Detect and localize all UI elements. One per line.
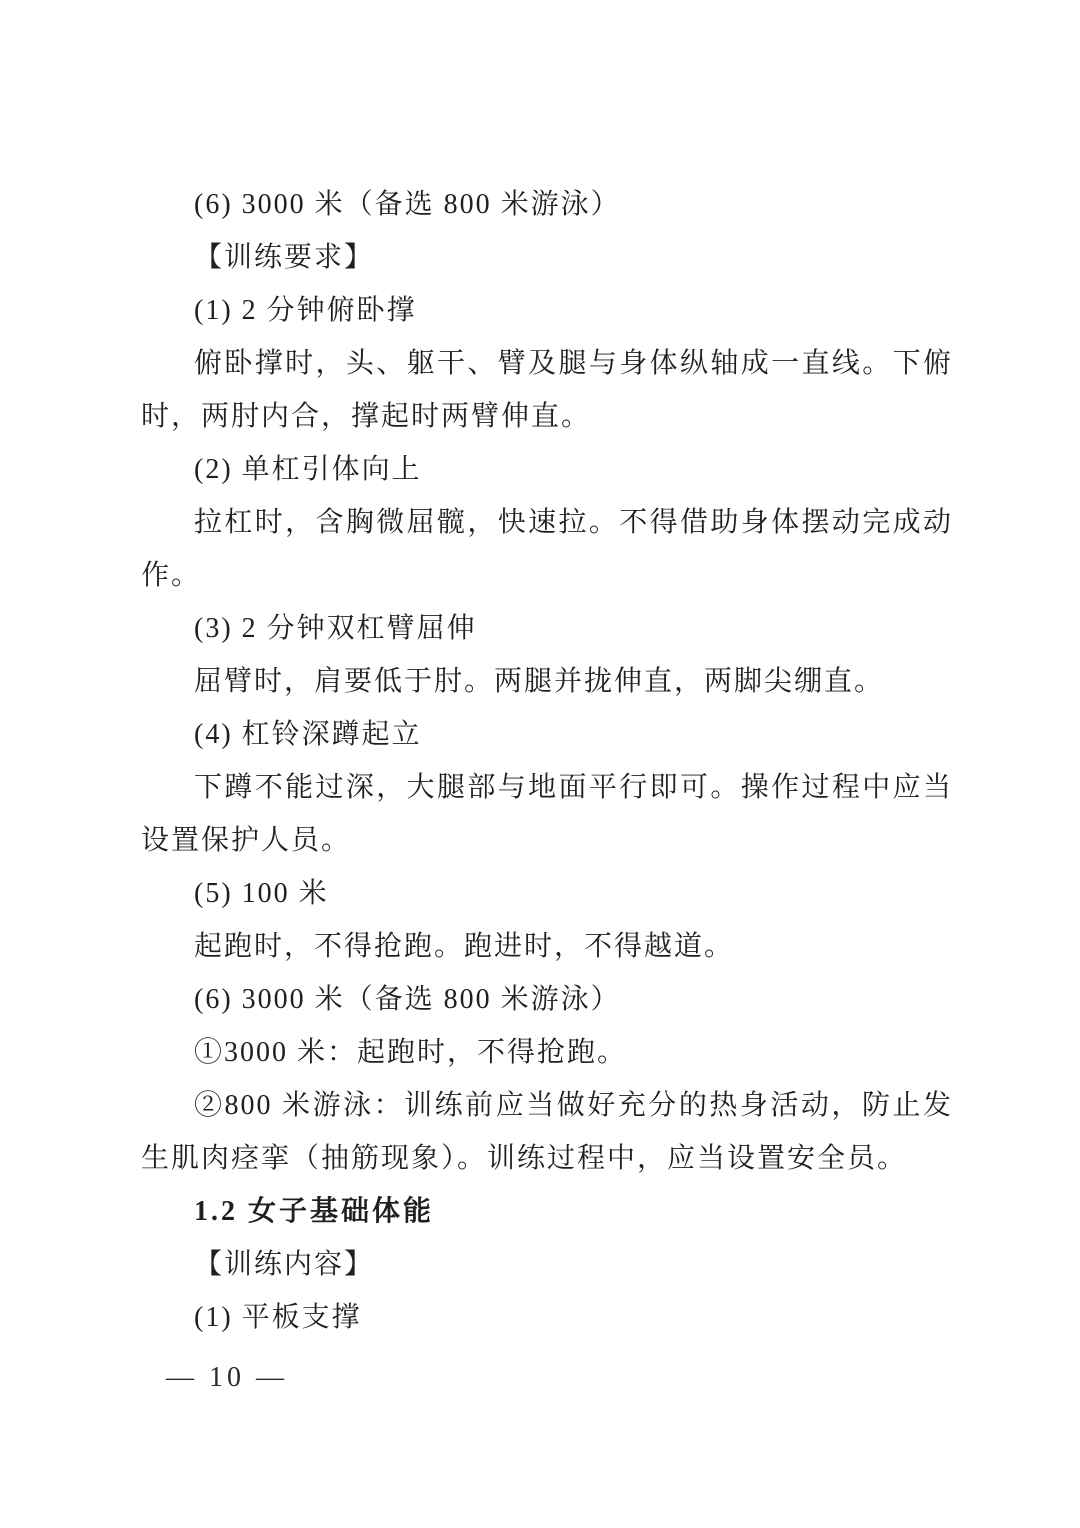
paragraph: 起跑时，不得抢跑。跑进时，不得越道。 bbox=[194, 931, 735, 962]
list-item: (3) 2 分钟双杠臂屈伸 bbox=[194, 613, 477, 644]
section-heading: 【训练内容】 bbox=[194, 1249, 375, 1280]
list-item: (6) 3000 米（备选 800 米游泳） bbox=[194, 189, 621, 220]
paragraph: ②800 米游泳：训练前应当做好充分的热身活动，防止发生肌肉痉挛（抽筋现象）。训练过程中，应当设置安全员。 bbox=[141, 1090, 953, 1174]
list-item: (1) 2 分钟俯卧撑 bbox=[194, 295, 417, 326]
paragraph: ①3000 米：起跑时，不得抢跑。 bbox=[194, 1037, 628, 1068]
paragraph: 拉杠时，含胸微屈髋，快速拉。不得借助身体摆动完成动作。 bbox=[141, 507, 953, 591]
document-body bbox=[141, 178, 953, 1344]
section-heading: 【训练要求】 bbox=[194, 242, 375, 273]
list-item: (4) 杠铃深蹲起立 bbox=[194, 719, 422, 750]
subsection-heading: 1.2 女子基础体能 bbox=[194, 1196, 435, 1227]
paragraph: 屈臂时，肩要低于肘。两腿并拢伸直，两脚尖绷直。 bbox=[194, 666, 885, 697]
paragraph: 俯卧撑时，头、躯干、臂及腿与身体纵轴成一直线。下俯时，两肘内合，撑起时两臂伸直。 bbox=[141, 348, 953, 432]
list-item: (1) 平板支撑 bbox=[194, 1302, 362, 1333]
page-number: — 10 — bbox=[166, 1362, 288, 1393]
list-item: (2) 单杠引体向上 bbox=[194, 454, 422, 485]
paragraph: 下蹲不能过深，大腿部与地面平行即可。操作过程中应当设置保护人员。 bbox=[141, 772, 953, 856]
page-footer bbox=[166, 1362, 288, 1394]
list-item: (6) 3000 米（备选 800 米游泳） bbox=[194, 984, 621, 1015]
list-item: (5) 100 米 bbox=[194, 878, 329, 909]
